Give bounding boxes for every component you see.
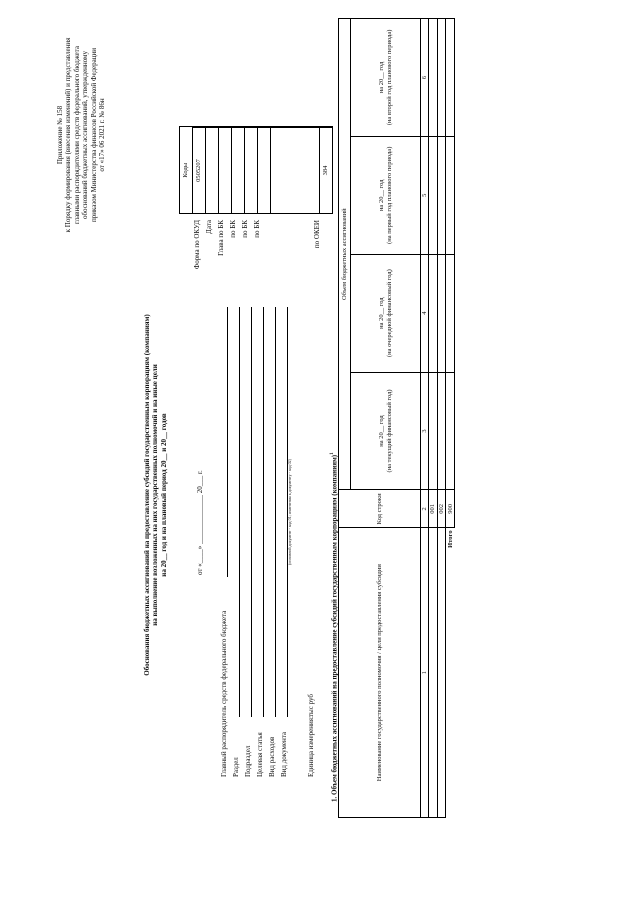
appendix-date-line: от «17» 06 2021 г. № 86н (97, 98, 106, 172)
header-year-plan-2: на 20__ год (на второй год планового периода) (351, 19, 421, 137)
code-value-bk-1 (232, 127, 245, 214)
code-label-chapter: Глава по БК (217, 220, 225, 256)
appendix-line-4: приказом Министерства финансов Российской Федерации (89, 48, 98, 222)
code-label-okei: по ОКЕИ (313, 220, 321, 249)
col-number-3: 3 (421, 372, 429, 490)
row-2-plan-2[interactable] (437, 19, 445, 137)
appendix-line-1: к Порядку формирования (внесения изменений) и представления (64, 37, 73, 233)
code-value-okei: 384 (320, 127, 333, 214)
header-year-plan-1: на 20__ год (на первый год планового периода) (351, 136, 421, 254)
code-label-bk-2: по БК (241, 220, 249, 238)
appendix-block (56, 5, 106, 265)
row-1-plan-1[interactable] (429, 136, 437, 254)
section-1-footnote-mark: 1 (330, 452, 335, 455)
title-line-1: Обоснования бюджетных ассигнований на предоставление субсидий государственным корпорациям (компаниям) (143, 314, 151, 676)
code-value-blank (271, 127, 320, 214)
code-label-date: Дата (205, 220, 213, 234)
table-row (437, 19, 445, 818)
header-group-volume: Объем бюджетных ассигнований (339, 19, 351, 490)
total-label: Итого (446, 528, 455, 818)
total-next[interactable] (446, 254, 455, 372)
field-line-section[interactable] (229, 307, 240, 717)
col-number-1: 1 (421, 528, 429, 818)
col-number-2: 2 (421, 490, 429, 528)
title-line-3: на 20__ год и на плановый период 20__ и 20__ годов (159, 413, 168, 577)
code-label-bk-1: по БК (229, 220, 237, 238)
field-line-subsection[interactable] (241, 307, 252, 717)
total-plan-1[interactable] (446, 136, 455, 254)
field-label-document-type: Вид документа (279, 731, 288, 777)
field-label-expense-type: Вид расходов (267, 736, 276, 777)
code-value-okud: 0505207 (193, 127, 206, 214)
appendix-title: Приложение № 158 (56, 105, 64, 165)
col-number-6: 6 (421, 19, 429, 137)
appendix-line-2: главными распорядителями средств федерального бюджета (72, 46, 81, 224)
unit-label: Единица измерения: (306, 716, 315, 777)
unit-value: тыс руб (306, 694, 315, 717)
row-1-name[interactable] (429, 528, 437, 818)
code-label-okud: Форма по ОКУД (193, 220, 201, 270)
code-value-date (206, 127, 219, 214)
code-value-bk-2 (245, 127, 258, 214)
row-1-plan-2[interactable] (429, 19, 437, 137)
budget-table (338, 18, 455, 818)
header-year-current: на 20__ год (на текущий финансовый год) (351, 372, 421, 490)
row-2-name[interactable] (437, 528, 445, 818)
col-number-5: 5 (421, 136, 429, 254)
field-label-main-manager: Главный распорядитель средств федерального бюджета (219, 610, 228, 777)
total-current[interactable] (446, 372, 455, 490)
header-fields (216, 307, 315, 777)
field-label-target-article: Целевая статья (255, 732, 264, 777)
row-2-plan-1[interactable] (437, 136, 445, 254)
table-row (429, 19, 437, 818)
total-plan-2[interactable] (446, 19, 455, 137)
header-year-next: на 20__ год (на очередной финансовый год) (351, 254, 421, 372)
row-1-code: 001 (429, 490, 437, 528)
section-1-title: 1. Объем бюджетных ассигнований на предоставление субсидий государственным корпорациям (компаниям)$^1$ (330, 452, 339, 802)
codes-block (179, 126, 333, 315)
col-number-4: 4 (421, 254, 429, 372)
title-line-2: на выполнение возложенных на них государственных полномочий и на иные цели (151, 364, 160, 626)
row-2-code: 002 (437, 490, 445, 528)
total-code: 900 (446, 490, 455, 528)
header-code: Код строки (339, 490, 421, 528)
field-line-main-manager[interactable] (217, 307, 228, 577)
codes-header: Коды (180, 127, 193, 214)
row-1-current[interactable] (429, 372, 437, 490)
header-name: Наименование государственного полномочия / цели предоставления субсидии (339, 528, 421, 818)
row-1-next[interactable] (429, 254, 437, 372)
codes-table (179, 126, 333, 214)
code-value-chapter (219, 127, 232, 214)
code-value-bk-3 (258, 127, 271, 214)
field-line-target-article[interactable] (253, 307, 264, 717)
field-line-expense-type[interactable] (265, 307, 276, 717)
table-total-row (446, 19, 455, 818)
document-date-field: от «____» ______________ 20___ г. (196, 470, 204, 575)
row-2-next[interactable] (437, 254, 445, 372)
code-label-bk-3: по БК (253, 220, 261, 238)
document-type-note: (основной документ - код 01; изменения к документу - код 02) (287, 459, 292, 565)
field-label-subsection: Подраздел (243, 745, 252, 777)
row-2-current[interactable] (437, 372, 445, 490)
appendix-line-3: обоснований бюджетных ассигнований, утвержденному (81, 51, 90, 219)
document-title (143, 185, 168, 805)
field-label-section: Раздел (231, 757, 240, 777)
